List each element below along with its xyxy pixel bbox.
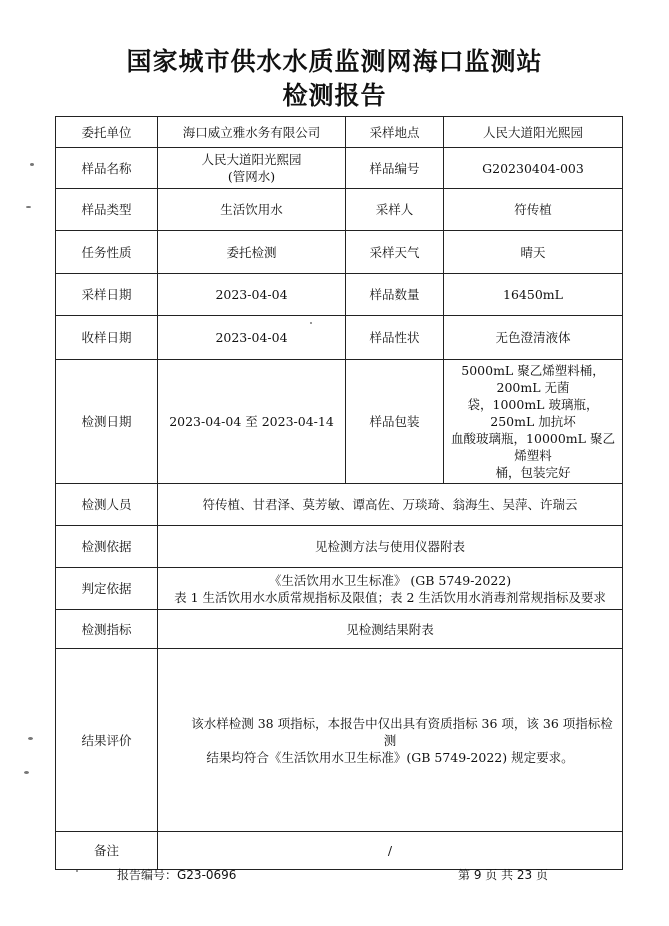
result-line1-wrap: [162, 715, 618, 749]
row-judgement-basis: [56, 568, 623, 610]
label-sample-type: 样品类型: [56, 189, 158, 231]
scan-mark: [76, 870, 78, 872]
row-testing-staff: [56, 484, 623, 526]
packaging-line: 桶，包装完好: [495, 465, 571, 480]
label-sample-name: 样品名称: [56, 148, 158, 189]
value-judgement-basis: [158, 568, 623, 610]
value-remark: /: [158, 832, 623, 870]
value-sample-name-line2: (管网水): [227, 169, 276, 184]
scan-mark: [310, 322, 312, 324]
value-receive-date: 2023-04-04: [158, 316, 346, 360]
judgement-line2: 表 1 生活饮用水水质常规指标及限值；表 2 生活饮用水消毒剂常规指标及要求: [174, 589, 606, 605]
result-line1: 该水样检测 38 项指标，本报告中仅出具有资质指标 36 项，该 36 项指标检测: [191, 715, 613, 748]
page-number: 第 9 页 共 23 页: [458, 868, 548, 882]
value-task: 委托检测: [158, 231, 346, 274]
label-sample-quantity: 样品数量: [346, 274, 444, 316]
value-client: 海口威立雅水务有限公司: [158, 117, 346, 148]
result-line2: 结果均符合《生活饮用水卫生标准》(GB 5749-2022) 规定要求。: [206, 749, 574, 765]
value-result-evaluation: [158, 649, 623, 832]
value-sample-name-line1: 人民大道阳光熙园: [201, 152, 302, 167]
row-test-indicators: [56, 610, 623, 649]
row-testing-basis: [56, 526, 623, 568]
label-test-indicators: 检测指标: [56, 610, 158, 649]
scan-mark: [28, 737, 33, 740]
label-client: 委托单位: [56, 117, 158, 148]
report-number: 报告编号：G23-0696: [117, 868, 237, 882]
label-sampling-date: 采样日期: [56, 274, 158, 316]
value-sampling-location: 人民大道阳光熙园: [444, 117, 623, 148]
row-task: [56, 231, 623, 274]
value-sample-name: [158, 148, 346, 189]
judgement-line1: 《生活饮用水卫生标准》 (GB 5749-2022): [268, 572, 512, 588]
value-testing-date: 2023-04-04 至 2023-04-14: [158, 360, 346, 484]
label-task: 任务性质: [56, 231, 158, 274]
value-sample-number: G20230404-003: [444, 148, 623, 189]
label-testing-staff: 检测人员: [56, 484, 158, 526]
value-weather: 晴天: [444, 231, 623, 274]
packaging-line: 血酸玻璃瓶，10000mL 聚乙烯塑料: [451, 431, 615, 463]
value-testing-staff: 符传植、甘君泽、莫芳敏、谭高佐、万琰琦、翁海生、吴萍、许瑞云: [158, 484, 623, 526]
label-judgement-basis: 判定依据: [56, 568, 158, 610]
row-client: [56, 117, 623, 148]
row-receive-date: [56, 316, 623, 360]
report-subtitle: 检测报告: [282, 81, 387, 110]
report-table: [55, 116, 623, 870]
value-sample-quantity: 16450mL: [444, 274, 623, 316]
label-sample-character: 样品性状: [346, 316, 444, 360]
label-sample-packaging: 样品包装: [346, 360, 444, 484]
packaging-line: 5000mL 聚乙烯塑料桶，200mL 无菌: [461, 363, 605, 395]
label-sample-number: 样品编号: [346, 148, 444, 189]
packaging-line: 袋，1000mL 玻璃瓶，250mL 加抗坏: [467, 397, 599, 429]
row-sample-name: [56, 148, 623, 189]
value-sample-packaging: [444, 360, 623, 484]
value-sample-type: 生活饮用水: [158, 189, 346, 231]
report-title: 国家城市供水水质监测网海口监测站: [126, 47, 543, 76]
label-testing-date: 检测日期: [56, 360, 158, 484]
value-sampling-date: 2023-04-04: [158, 274, 346, 316]
row-sample-type: [56, 189, 623, 231]
row-result-evaluation: [56, 649, 623, 832]
value-sample-character: 无色澄清液体: [444, 316, 623, 360]
label-sampling-location: 采样地点: [346, 117, 444, 148]
scan-mark: [26, 206, 31, 208]
row-remark: [56, 832, 623, 870]
label-receive-date: 收样日期: [56, 316, 158, 360]
label-result-evaluation: 结果评价: [56, 649, 158, 832]
value-testing-basis: 见检测方法与使用仪器附表: [158, 526, 623, 568]
scan-mark: [30, 163, 34, 166]
label-sampler: 采样人: [346, 189, 444, 231]
label-weather: 采样天气: [346, 231, 444, 274]
scan-mark: [24, 771, 29, 774]
row-sampling-date: [56, 274, 623, 316]
label-remark: 备注: [56, 832, 158, 870]
row-testing-date: [56, 360, 623, 484]
value-test-indicators: 见检测结果附表: [158, 610, 623, 649]
label-testing-basis: 检测依据: [56, 526, 158, 568]
value-sampler: 符传植: [444, 189, 623, 231]
